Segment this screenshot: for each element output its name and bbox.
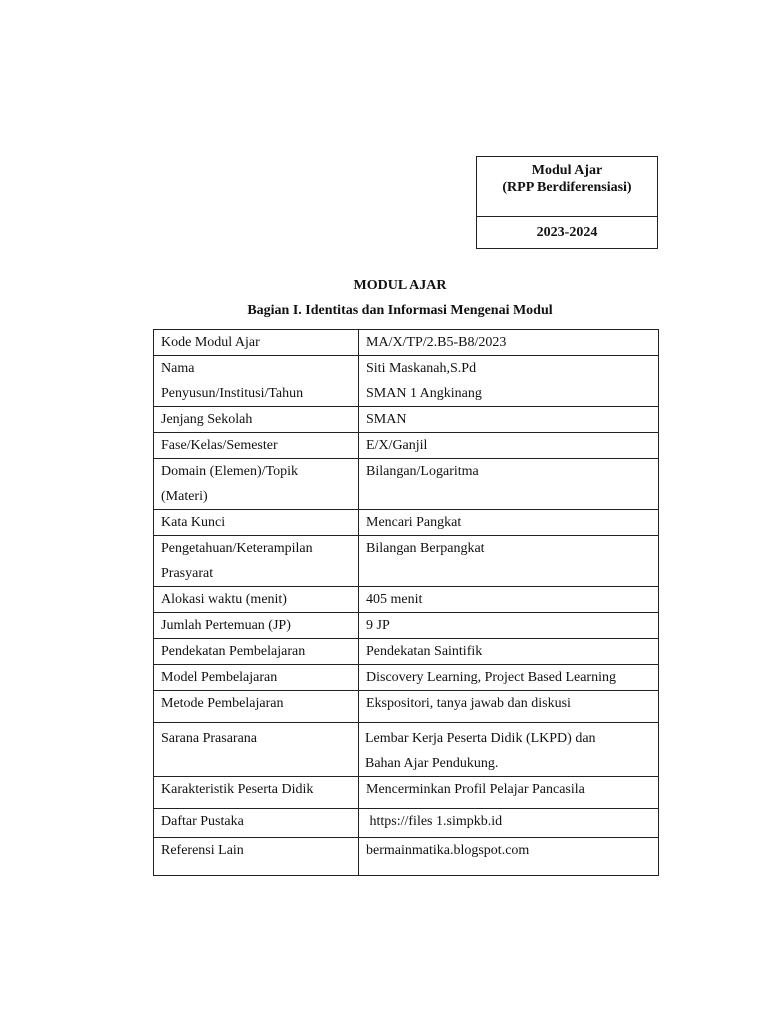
- row-value-line: https://files 1.simpkb.id: [366, 814, 503, 829]
- table-row: [154, 838, 659, 876]
- module-header-line1: Modul Ajar: [531, 163, 603, 178]
- row-value-line: MA/X/TP/2.B5-B8/2023: [366, 335, 507, 350]
- row-value-line: Mencerminkan Profil Pelajar Pancasila: [366, 782, 585, 797]
- row-label-line: Model Pembelajaran: [161, 670, 278, 685]
- row-value-line: bermainmatika.blogspot.com: [366, 843, 530, 858]
- row-label: [154, 510, 359, 536]
- row-value-line: E/X/Ganjil: [366, 438, 428, 453]
- table-row: [154, 691, 659, 723]
- table-row: [154, 459, 659, 510]
- row-value: [359, 723, 659, 777]
- row-label: [154, 613, 359, 639]
- row-value: [359, 433, 659, 459]
- row-label: [154, 777, 359, 809]
- row-value-line: Pendekatan Saintifik: [366, 644, 483, 659]
- row-value-line: Ekspositori, tanya jawab dan diskusi: [366, 696, 571, 711]
- row-label-line: Pendekatan Pembelajaran: [161, 644, 306, 659]
- row-label-line: Nama: [161, 361, 195, 376]
- row-label-line: Kata Kunci: [161, 515, 226, 530]
- row-label: [154, 587, 359, 613]
- table-row: [154, 536, 659, 587]
- row-value: [359, 510, 659, 536]
- row-label-line: Daftar Pustaka: [161, 814, 244, 829]
- row-label: [154, 433, 359, 459]
- row-label: [154, 665, 359, 691]
- row-value-line: SMAN: [366, 412, 407, 427]
- table-row: [154, 665, 659, 691]
- table-row: [154, 510, 659, 536]
- row-label: [154, 809, 359, 838]
- row-label: [154, 639, 359, 665]
- row-label-line: (Materi): [161, 489, 208, 504]
- row-value: [359, 613, 659, 639]
- table-row: [154, 356, 659, 407]
- row-label-line: Metode Pembelajaran: [161, 696, 284, 711]
- row-value-line: Discovery Learning, Project Based Learning: [366, 670, 616, 685]
- module-header-title: [477, 157, 657, 217]
- row-value-line: 9 JP: [366, 618, 390, 633]
- module-header-year: 2023-2024: [536, 224, 598, 240]
- row-value-line: Mencari Pangkat: [366, 515, 462, 530]
- row-label-line: Pengetahuan/Keterampilan: [161, 541, 313, 556]
- row-value-line: Bilangan/Logaritma: [366, 464, 479, 479]
- row-value-line: Bilangan Berpangkat: [366, 541, 485, 556]
- row-label-line: Alokasi waktu (menit): [161, 592, 287, 607]
- row-label: [154, 407, 359, 433]
- row-value-line: Bahan Ajar Pendukung.: [365, 756, 499, 771]
- row-value: [359, 407, 659, 433]
- row-value: [359, 639, 659, 665]
- row-label: [154, 356, 359, 407]
- row-label: [154, 691, 359, 723]
- row-label-line: Jumlah Pertemuan (JP): [161, 618, 291, 633]
- row-value: [359, 356, 659, 407]
- row-label-line: Sarana Prasarana: [161, 731, 258, 746]
- document-title: MODUL AJAR: [353, 278, 447, 293]
- row-value: [359, 838, 659, 876]
- module-header-line2: (RPP Berdiferensiasi): [502, 180, 632, 195]
- module-header-box: [476, 156, 658, 249]
- row-value: [359, 665, 659, 691]
- row-label-line: Referensi Lain: [161, 843, 244, 858]
- row-label-line: Kode Modul Ajar: [161, 335, 260, 350]
- table-row: [154, 809, 659, 838]
- table-row: [154, 723, 659, 777]
- row-label: [154, 536, 359, 587]
- table-row: [154, 639, 659, 665]
- table-row: [154, 407, 659, 433]
- row-label: [154, 723, 359, 777]
- row-value: [359, 777, 659, 809]
- row-value: [359, 459, 659, 510]
- row-label-line: Jenjang Sekolah: [161, 412, 253, 427]
- table-row: [154, 433, 659, 459]
- row-value: [359, 691, 659, 723]
- row-label-line: Domain (Elemen)/Topik: [161, 464, 299, 479]
- row-value-line: Lembar Kerja Peserta Didik (LKPD) dan: [365, 731, 596, 746]
- table-row: [154, 330, 659, 356]
- row-label: [154, 838, 359, 876]
- row-value-line: SMAN 1 Angkinang: [366, 386, 482, 401]
- document-subtitle: Bagian I. Identitas dan Informasi Mengenai Modul: [247, 303, 553, 318]
- table-row: [154, 777, 659, 809]
- row-label-line: Penyusun/Institusi/Tahun: [161, 386, 304, 401]
- row-label: [154, 330, 359, 356]
- row-label-line: Karakteristik Peserta Didik: [161, 782, 314, 797]
- row-value-line: 405 menit: [366, 592, 423, 607]
- row-value-line: Siti Maskanah,S.Pd: [366, 361, 477, 376]
- row-value: [359, 536, 659, 587]
- row-label-line: Fase/Kelas/Semester: [161, 438, 278, 453]
- row-value: [359, 809, 659, 838]
- row-value: [359, 330, 659, 356]
- row-value: [359, 587, 659, 613]
- identity-table: [153, 329, 659, 876]
- table-row: [154, 587, 659, 613]
- table-row: [154, 613, 659, 639]
- row-label-line: Prasyarat: [161, 566, 214, 581]
- row-label: [154, 459, 359, 510]
